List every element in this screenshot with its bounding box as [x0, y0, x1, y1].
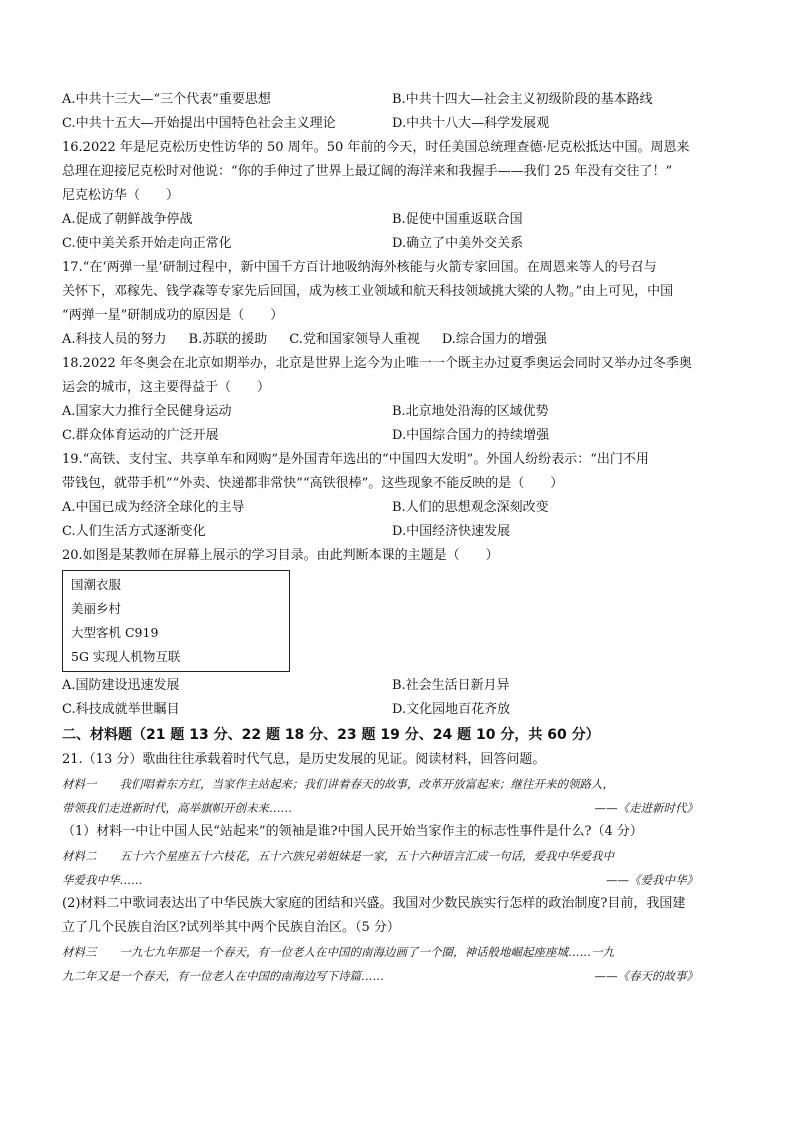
q17-stem-line3: “两弹一星”研制成功的原因是（ ）: [62, 308, 284, 323]
q21-material2-text: 华爱我中华……: [62, 873, 143, 887]
q15-option-d: D.中共十八大—科学发展观: [392, 116, 550, 131]
q16-option-a: A.促成了朝鲜战争停战: [62, 212, 193, 227]
q16-options-row2: [62, 232, 738, 256]
q19-stem-line1: 19.“高铁、支付宝、共享单车和网购”是外国青年选出的“中国四大发明”。外国人纷纷表示：“出门不用: [62, 452, 649, 467]
q17-option-d: D.综合国力的增强: [441, 332, 547, 347]
q17-stem-line2: 关怀下，邓稼先、钱学森等专家先后回国，成为核工业领域和航天科技领域挑大梁的人物。”由上可见，中国: [62, 284, 674, 299]
q19-option-d: D.中国经济快速发展: [392, 524, 511, 539]
q20-option-c: C.科技成就举世瞩目: [62, 702, 180, 717]
q18-option-a: A.国家大力推行全民健身运动: [62, 404, 232, 419]
q18-options-row1: [62, 400, 738, 424]
q16-stem-line3: 尼克松访华（ ）: [62, 188, 180, 203]
q21-question2-line2: 立了几个民族自治区?试列举其中两个民族自治区。（5 分）: [62, 920, 400, 935]
q15-option-c: C.中共十五大—开始提出中国特色社会主义理论: [62, 116, 336, 131]
q19-option-b: B.人们的思想观念深刻改变: [392, 500, 549, 515]
q21-material1-line1: 材料一 我们唱着东方红，当家作主站起来；我们讲着春天的故事，改革开放富起来；继往开来的领路人，: [62, 777, 614, 791]
q21-material2-line2: [62, 868, 738, 892]
q16-options-row1: [62, 208, 738, 232]
exam-page: [62, 88, 738, 988]
q18-stem-line1: 18.2022 年冬奥会在北京如期举办，北京是世界上迄今为止唯一一个既主办过夏季奥运会同时又举办过冬季奥: [62, 356, 692, 371]
q16-stem-line2: 总理在迎接尼克松时对他说：“你的手伸过了世界上最辽阔的海洋来和我握手——我们 25 年没有交往了！”: [62, 164, 673, 179]
q15-options-row1: [62, 88, 738, 112]
q21-material1-line2: [62, 796, 738, 820]
q21-material2-source: ——《爱我中华》: [606, 873, 698, 887]
q20-catalog-item: 5G 实现人机物互联: [71, 649, 181, 664]
q19-options-row2: [62, 520, 738, 544]
q18-options-row2: [62, 424, 738, 448]
q20-catalog-item: 国潮衣服: [71, 577, 122, 592]
q17-options-row: [62, 328, 738, 352]
q17-option-b: B.苏联的援助: [188, 332, 268, 347]
q21-question2-line1: (2)材料二中歌词表达出了中华民族大家庭的团结和兴盛。我国对少数民族实行怎样的政治制度?目前，我国建: [62, 896, 686, 911]
q21-material3-line2: [62, 964, 738, 988]
q20-stem-line1: 20.如图是某教师在屏幕上展示的学习目录。由此判断本课的主题是（ ）: [62, 548, 499, 563]
q19-option-c: C.人们生活方式逐渐变化: [62, 524, 206, 539]
q21-material2-line1: 材料二 五十六个星座五十六枝花，五十六族兄弟姐妹是一家，五十六种语言汇成一句话，爱我中华爱我中: [62, 849, 614, 863]
q18-option-b: B.北京地处沿海的区域优势: [392, 404, 549, 419]
q15-options-row2: [62, 112, 738, 136]
section-two-heading: 二、材料题（21 题 13 分、22 题 18 分、23 题 19 分、24 题 10 分，共 60 分）: [62, 727, 600, 743]
q20-catalog-box: [62, 570, 290, 672]
q18-stem-line2: 运会的城市，这主要得益于（ ）: [62, 380, 271, 395]
q21-material3-text: 九二年又是一个春天，有一位老人在中国的南海边写下诗篇……: [62, 969, 384, 983]
q20-catalog-item: 美丽乡村: [71, 601, 122, 616]
q16-option-d: D.确立了中美外交关系: [392, 236, 524, 251]
q20-options-row1: [62, 674, 738, 698]
q19-stem-line2: 带钱包，就带手机”“外卖、快递都非常快”“高铁很棒”。这些现象不能反映的是（ ）: [62, 476, 564, 491]
q15-option-a: A.中共十三大—“三个代表”重要思想: [62, 92, 271, 107]
q21-material1-source: ——《走进新时代》: [594, 801, 698, 815]
q16-option-c: C.使中美关系开始走向正常化: [62, 236, 232, 251]
q16-option-b: B.促使中国重返联合国: [392, 212, 523, 227]
q18-option-c: C.群众体育运动的广泛开展: [62, 428, 219, 443]
q19-option-a: A.中国已成为经济全球化的主导: [62, 500, 245, 515]
q20-option-b: B.社会生活日新月异: [392, 678, 510, 693]
q19-options-row1: [62, 496, 738, 520]
q17-option-a: A.科技人员的努力: [62, 332, 167, 347]
q18-option-d: D.中国综合国力的持续增强: [392, 428, 550, 443]
q21-material3-source: ——《春天的故事》: [594, 969, 698, 983]
q20-option-a: A.国防建设迅速发展: [62, 678, 180, 693]
q17-option-c: C.党和国家领导人重视: [289, 332, 420, 347]
q20-catalog-item: 大型客机 C919: [71, 625, 159, 640]
q20-options-row2: [62, 698, 738, 722]
q21-material3-line1: 材料三 一九七九年那是一个春天，有一位老人在中国的南海边画了一个圈，神话般地崛起座座城……一九: [62, 945, 614, 959]
q21-intro: 21.（13 分）歌曲往往承载着时代气息，是历史发展的见证。阅读材料，回答问题。: [62, 752, 546, 767]
q21-question1: （1）材料一中让中国人民“站起来”的领袖是谁?中国人民开始当家作主的标志性事件是什么?（4 分）: [62, 824, 643, 839]
q15-option-b: B.中共十四大—社会主义初级阶段的基本路线: [392, 92, 653, 107]
q16-stem-line1: 16.2022 年是尼克松历史性访华的 50 周年。50 年前的今天，时任美国总统理查德·尼克松抵达中国。周恩来: [62, 140, 690, 155]
q21-material1-text: 带领我们走进新时代，高举旗帜开创未来……: [62, 801, 292, 815]
q17-stem-line1: 17.“在‘两弹一星’研制过程中，新中国千方百计地吸纳海外核能与火箭专家回国。在周恩来等人的号召与: [62, 260, 657, 275]
q20-option-d: D.文化园地百花齐放: [392, 702, 511, 717]
